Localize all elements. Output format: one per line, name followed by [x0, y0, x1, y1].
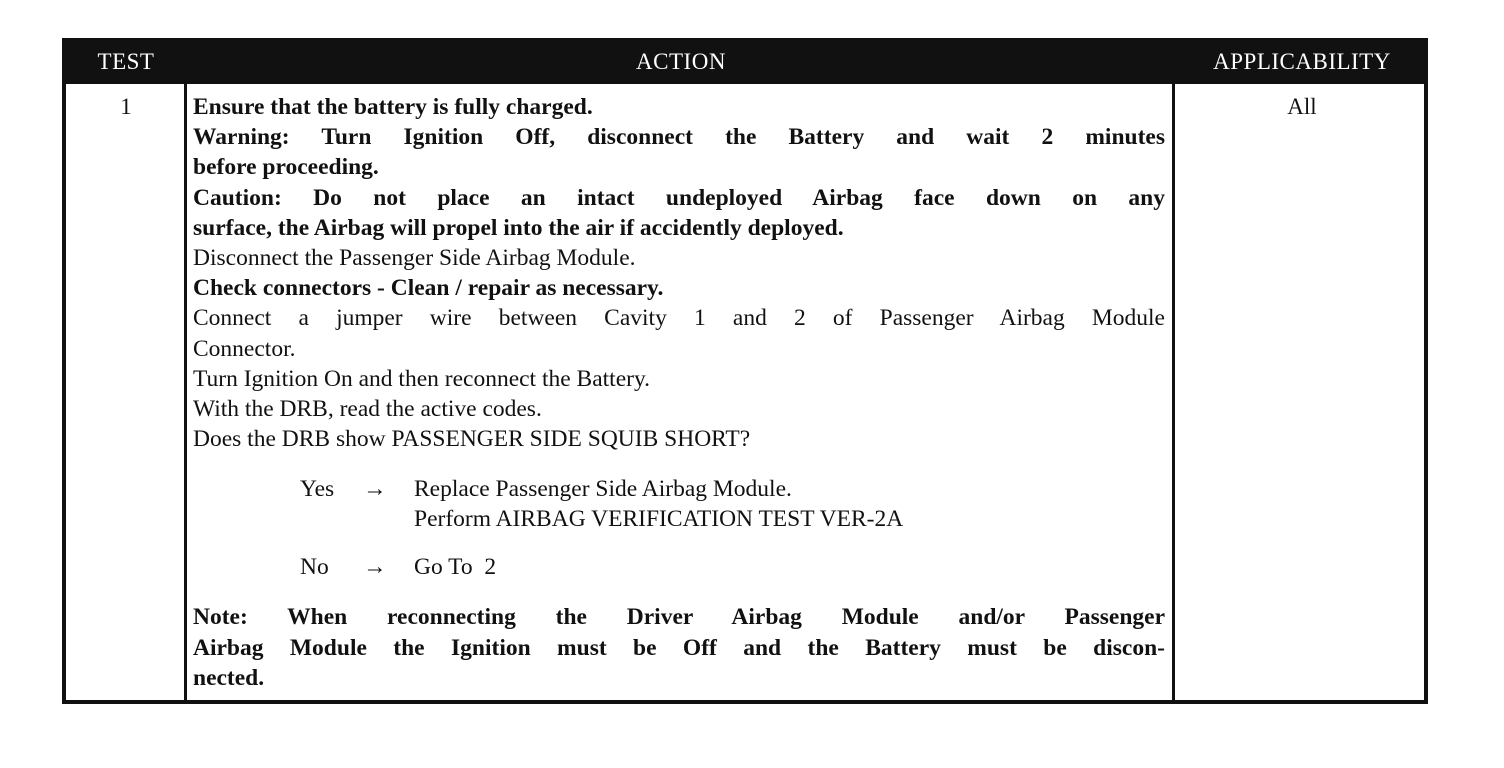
test-number-cell: 1 [120, 94, 132, 119]
no-label: No [300, 554, 329, 581]
header-test: TEST [97, 49, 155, 74]
ensure-battery-line: Ensure that the battery is fully charged. [193, 94, 593, 120]
ignition-on-line: Turn Ignition On and then reconnect the Battery. [193, 365, 651, 392]
no-branch [193, 552, 1165, 582]
yes-result-line-1: Replace Passenger Side Airbag Module. [414, 476, 792, 503]
warning-line-1: Warning: Turn Ignition Off, disconnect the Battery and wait 2 minutes [193, 124, 1165, 151]
yes-arrow-icon: → [363, 476, 387, 503]
yes-result-line-2: Perform AIRBAG VERIFICATION TEST VER-2A [414, 506, 904, 533]
note-line-3: nected. [193, 664, 265, 691]
column-divider-applicability [1172, 84, 1175, 700]
header-action: ACTION [636, 49, 726, 74]
note-line-2: Airbag Module the Ignition must be Off and the Battery must be discon- [193, 634, 1165, 661]
no-arrow-icon: → [363, 554, 387, 581]
question-line: Does the DRB show PASSENGER SIDE SQUIB SHORT? [193, 426, 751, 453]
yes-label: Yes [300, 476, 335, 503]
yes-branch-continued [193, 504, 1165, 534]
warning-line-2: before proceeding. [193, 154, 379, 181]
jumper-wire-line-2: Connector. [193, 335, 296, 362]
column-divider-test [184, 84, 187, 700]
caution-line-1: Caution: Do not place an intact undeployed Airbag face down on any [193, 184, 1165, 211]
applicability-cell: All [1287, 94, 1317, 119]
table-header-row [66, 42, 1424, 84]
diagnostic-test-table [62, 38, 1428, 704]
caution-line-2: surface, the Airbag will propel into the air if accidently deployed. [193, 214, 844, 241]
no-result-line: Go To 2 [414, 554, 497, 581]
disconnect-module-line: Disconnect the Passenger Side Airbag Module. [193, 245, 636, 272]
check-connectors-line: Check connectors - Clean / repair as necessary. [193, 275, 664, 302]
note-line-1: Note: When reconnecting the Driver Airbag Module and/or Passenger [193, 604, 1165, 631]
yes-branch [193, 474, 1165, 504]
header-applicability: APPLICABILITY [1213, 49, 1391, 74]
jumper-wire-line-1: Connect a jumper wire between Cavity 1 and 2 of Passenger Airbag Module [193, 305, 1165, 332]
read-codes-line: With the DRB, read the active codes. [193, 396, 542, 423]
action-cell [193, 92, 1165, 693]
